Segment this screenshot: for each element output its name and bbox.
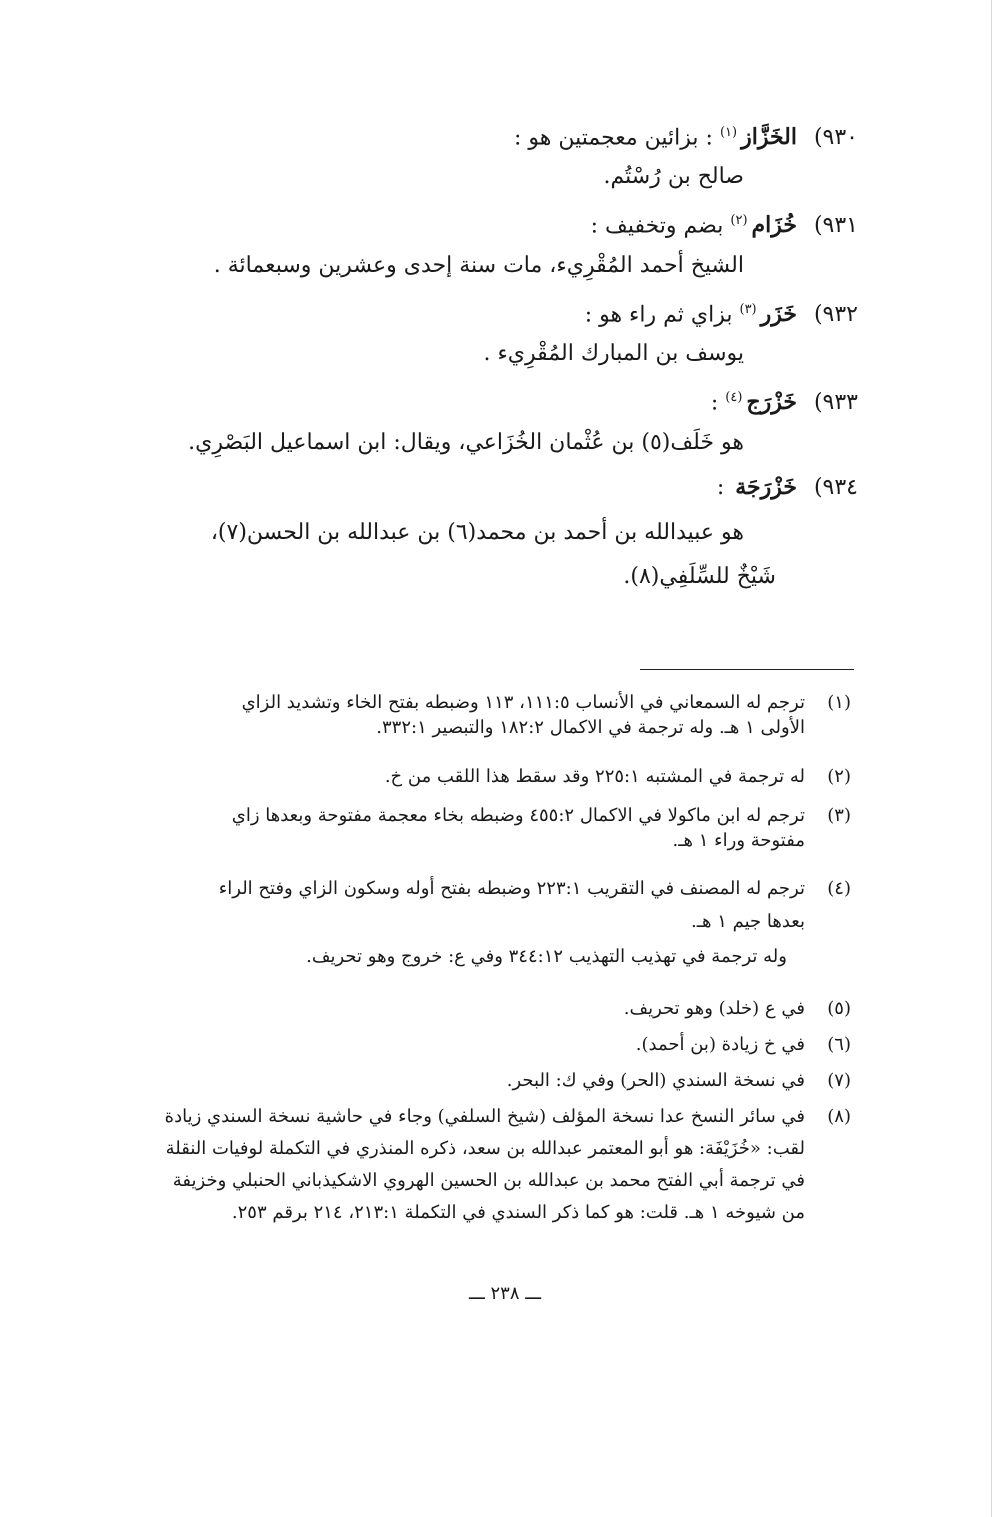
footnote-number: (٧): [827, 1070, 851, 1091]
footnote-number: (٥): [827, 998, 851, 1019]
entry-934-body-line2: شَيْخٌ للسِّلَفِي(٨).: [623, 564, 776, 589]
entry-930-heading: [158, 118, 858, 153]
entry-number: ٩٣٤): [813, 475, 858, 500]
footnote-5: [151, 996, 851, 1024]
entry-933-body: هو خَلَف(٥) بن عُثْمان الخُزَاعي، ويقال: ابن اسماعيل البَصْرِي.: [188, 430, 744, 455]
footnote-3: [151, 803, 851, 859]
footnote-number: (١): [827, 692, 851, 713]
footnote-line: في ع (خلد) وهو تحريف.: [623, 998, 805, 1019]
entry-number: ٩٣١): [813, 213, 858, 239]
footnote-line: الأولى ١ هـ. وله ترجمة في الاكمال ١٨٢:٢ والتبصير ٣٣٢:١.: [376, 717, 805, 738]
footnote-line: بعدها جيم ١ هـ.: [691, 911, 805, 932]
footnote-text: [145, 764, 805, 789]
entry-932-heading: [158, 295, 858, 330]
footnote-ref: (٢): [730, 213, 748, 228]
entry-934-body-line1: هو عبيدالله بن أحمد بن محمد(٦) بن عبدالله بن الحسن(٧)،: [210, 520, 744, 545]
entry-931-heading: [158, 206, 858, 241]
footnote-number: (٤): [827, 878, 851, 899]
entry-930-body: صالح بن رُسْتُم.: [603, 164, 744, 189]
entry-name: خُزَام: [751, 212, 797, 239]
footnote-text: [145, 803, 805, 853]
footnote-line: لقب: «خُزَيْفَة: هو أبو المعتمر عبدالله بن سعد، ذكره المنذري في التكملة لوفيات النقلة: [165, 1138, 805, 1159]
footnote-line: ترجم له ابن ماكولا في الاكمال ٤٥٥:٢ وضبطه بخاء معجمة مفتوحة وبعدها زاي: [231, 805, 805, 826]
footnote-line: من شيوخه ١ هـ. قلت: هو كما ذكر السندي في التكملة ٢١٣:١، ٢١٤ برقم ٢٥٣.: [231, 1202, 805, 1223]
entry-desc: :: [710, 390, 726, 416]
footnote-ref: (٤): [725, 390, 743, 405]
entry-933-heading: [158, 383, 858, 418]
footnote-line: له ترجمة في المشتبه ٢٢٥:١ وقد سقط هذا اللقب من خ.: [384, 766, 805, 787]
entry-931-body: الشيخ أحمد المُقْرِيء، مات سنة إحدى وعشرين وسبعمائة .: [213, 253, 744, 278]
entry-name: الخَزَّاز: [741, 124, 797, 151]
entry-number: ٩٣٢): [813, 302, 858, 328]
footnote-ref: (٣): [739, 302, 757, 317]
entry-desc: : بزائين معجمتين هو :: [513, 125, 720, 151]
footnote-number: (٢): [827, 766, 851, 787]
footnote-text: [145, 690, 805, 740]
footnote-line: في خ زيادة (بن أحمد).: [635, 1034, 805, 1055]
footnote-number: (٣): [827, 805, 851, 826]
footnote-text: [145, 876, 805, 969]
footnote-line: في نسخة السندي (الحر) وفي ك: البحر.: [506, 1070, 805, 1091]
footnote-line: ترجم له السمعاني في الأنساب ١١١:٥، ١١٣ وضبطه بفتح الخاء وتشديد الزاي: [241, 692, 805, 713]
footnote-text: [145, 1104, 805, 1225]
entry-name: خَزْرَجَة: [735, 474, 797, 500]
footnote-1: [151, 690, 851, 746]
entry-desc: :: [716, 475, 732, 500]
footnote-separator: [640, 669, 854, 670]
entry-number: ٩٣٠): [813, 125, 858, 151]
footnote-8: [151, 1104, 851, 1234]
entry-932-body: يوسف بن المبارك المُقْرِيء .: [483, 341, 744, 366]
footnote-line: مفتوحة وراء ١ هـ.: [672, 830, 805, 851]
footnote-text: [145, 996, 805, 1021]
footnote-line: في سائر النسخ عدا نسخة المؤلف (شيخ السلفي) وجاء في حاشية نسخة السندي زيادة: [164, 1106, 805, 1127]
footnote-number: (٨): [827, 1106, 851, 1127]
entry-desc: بضم وتخفيف :: [590, 213, 731, 239]
entry-desc: بزاي ثم راء هو :: [584, 302, 740, 328]
footnote-number: (٦): [827, 1034, 851, 1055]
footnote-text: [145, 1068, 805, 1093]
footnote-line: ترجم له المصنف في التقريب ٢٢٣:١ وضبطه بفتح أوله وسكون الزاي وفتح الراء: [218, 878, 805, 899]
entry-934-heading: [158, 472, 858, 503]
footnote-ref: (١): [719, 125, 738, 140]
entry-number: ٩٣٣): [813, 390, 858, 416]
entry-name: خَزَر: [760, 301, 797, 328]
page-number: ـــ ٢٣٨ ـــ: [468, 1283, 542, 1304]
page-edge-line: [991, 0, 992, 1517]
footnote-4: [151, 876, 851, 976]
entry-name: خَزْرَج: [746, 389, 797, 416]
footnote-6: [151, 1032, 851, 1060]
footnote-2: [151, 764, 851, 792]
footnote-line: وله ترجمة في تهذيب التهذيب ٣٤٤:١٢ وفي ع: خروج وهو تحريف.: [306, 946, 787, 967]
footnote-text: [145, 1032, 805, 1057]
footnote-7: [151, 1068, 851, 1096]
footnote-line: في ترجمة أبي الفتح محمد بن عبدالله بن الحسين الهروي الاشكيذباني الحنبلي وخزيفة: [172, 1170, 805, 1191]
